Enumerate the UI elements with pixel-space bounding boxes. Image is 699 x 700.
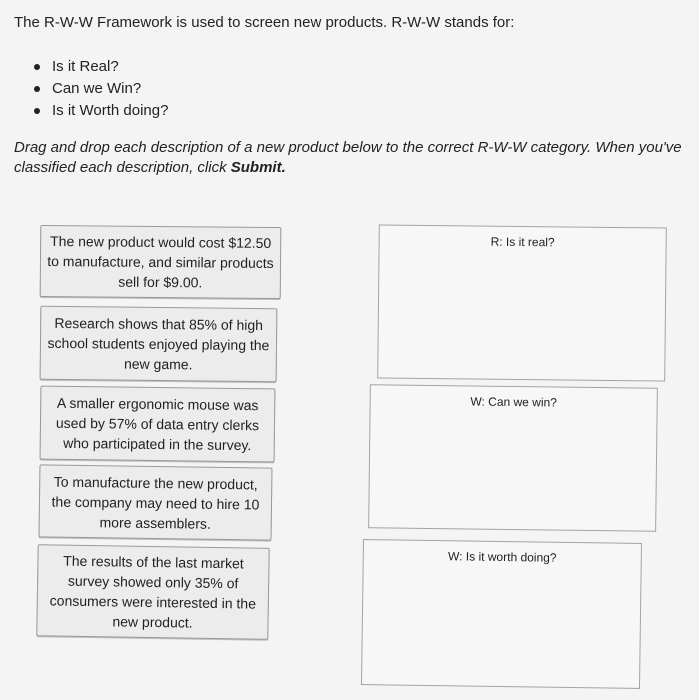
list-item: Is it Real? <box>32 56 168 78</box>
drop-zone-real[interactable] <box>377 224 667 381</box>
card-text: The new product would cost $12.50 to manufacture, and similar products sell for $9.00. <box>47 233 274 291</box>
drag-card-cost[interactable] <box>40 225 282 299</box>
card-text: Research shows that 85% of high school students enjoyed playing the new game. <box>47 314 270 373</box>
drop-zone-worth[interactable] <box>361 539 642 689</box>
drag-card-ergonomic-mouse[interactable] <box>40 386 276 463</box>
drop-zone-label: R: Is it real? <box>490 234 555 250</box>
list-item: Can we Win? <box>32 78 168 100</box>
intro-text: The R-W-W Framework is used to screen new products. R-W-W stands for: <box>14 14 515 31</box>
drag-card-assemblers[interactable] <box>39 464 273 540</box>
instructions-body: Drag and drop each description of a new product below to the correct R-W-W category. When you've classified each description, click <box>14 139 682 176</box>
card-text: To manufacture the new product, the company may need to hire 10 more assemblers. <box>51 473 260 532</box>
drag-card-research[interactable] <box>40 306 278 382</box>
card-text: The results of the last market survey showed only 35% of consumers were interested in the new product. <box>49 552 257 631</box>
instructions-text <box>14 138 684 178</box>
submit-reference: Submit. <box>230 159 286 176</box>
drag-card-market-survey[interactable] <box>36 544 269 640</box>
drop-zone-label: W: Is it worth doing? <box>447 549 557 565</box>
card-text: A smaller ergonomic mouse was used by 57% of data entry clerks who participated in the survey. <box>55 394 260 454</box>
list-item: Is it Worth doing? <box>32 100 168 122</box>
drop-zone-win[interactable] <box>368 384 658 532</box>
drop-zone-label: W: Can we win? <box>470 394 558 410</box>
rww-list <box>32 56 168 122</box>
